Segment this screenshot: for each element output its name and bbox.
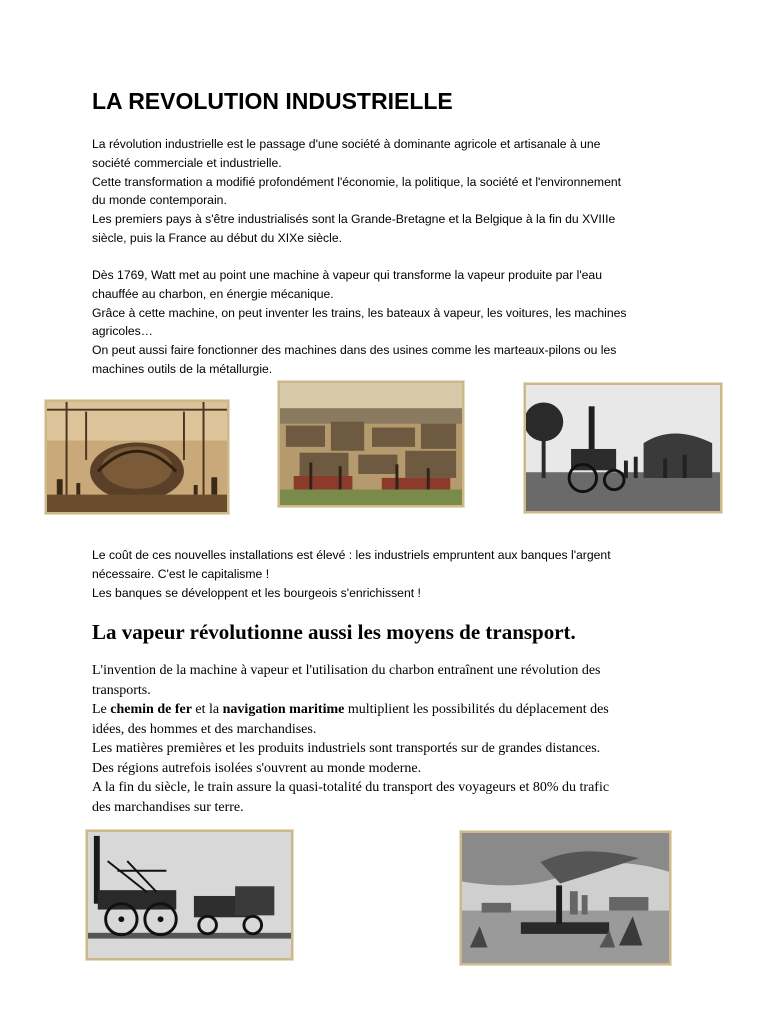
text-line: Les premiers pays à s'être industrialisés sont la Grande-Bretagne et la Belgique à la fin du XVIIIe (92, 212, 616, 227)
text-line: Les banques se développent et les bourgeois s'enrichissent ! (92, 585, 421, 600)
intro-paragraph (92, 135, 682, 248)
text-line: Des régions autrefois isolées s'ouvrent au monde moderne. (92, 760, 422, 776)
text-line: L'invention de la machine à vapeur et l'utilisation du charbon entraînent une révolution des (92, 663, 601, 678)
steam-engine-paragraph (92, 266, 682, 379)
text-line: Dès 1769, Watt met au point une machine à vapeur qui transforme la vapeur produite par l'eau (92, 268, 602, 282)
text-line: agricoles… (92, 324, 153, 339)
text-segment: Le (92, 702, 111, 717)
industrial-town-photo (278, 381, 464, 507)
transport-heading: La vapeur révolutionne aussi les moyens de transport. (92, 620, 576, 644)
text-segment: multiplient les possibilités du déplacement des (344, 702, 609, 717)
text-line: On peut aussi faire fonctionner des machines dans des usines comme les marteaux-pilons ou les (92, 343, 617, 358)
text-line: chauffée au charbon, en énergie mécanique. (92, 286, 334, 301)
text-line: siècle, puis la France au début du XIXe siècle. (92, 230, 342, 245)
text-segment: et la (191, 702, 223, 717)
text-line: Le coût de ces nouvelles installations est élevé : les industriels empruntent aux banques l'argent (92, 548, 611, 562)
transport-paragraph (92, 661, 682, 817)
text-line: machines outils de la métallurgie. (92, 361, 273, 376)
emphasis-railway: chemin de fer (110, 702, 192, 717)
text-line: transports. (92, 682, 151, 698)
text-line: Grâce à cette machine, on peut inventer les trains, les bateaux à vapeur, les voitures, les machines (92, 305, 627, 320)
capitalism-paragraph (92, 546, 682, 602)
text-line: La révolution industrielle est le passage d'une société à dominante agricole et artisanale à une (92, 137, 601, 151)
text-line: société commerciale et industrielle. (92, 155, 282, 170)
text-line: Cette transformation a modifié profondément l'économie, la politique, la société et l'environnement (92, 174, 622, 189)
locomotive-photo (86, 830, 293, 960)
emphasis-maritime: navigation maritime (222, 702, 345, 717)
text-line: des marchandises sur terre. (92, 799, 244, 815)
text-line: nécessaire. C'est le capitalisme ! (92, 566, 270, 581)
text-line: A la fin du siècle, le train assure la quasi-totalité du transport des voyageurs et 80% du trafic (92, 780, 610, 795)
text-line (92, 700, 682, 720)
steam-tractor-photo (524, 383, 722, 513)
factory-interior-photo (45, 400, 229, 514)
text-line: idées, des hommes et des marchandises. (92, 721, 317, 737)
text-line: Les matières premières et les produits industriels sont transportés sur de grandes distances. (92, 741, 601, 756)
text-line: du monde contemporain. (92, 193, 227, 208)
steamboat-engraving (460, 831, 671, 965)
page-title: LA REVOLUTION INDUSTRIELLE (92, 88, 453, 114)
